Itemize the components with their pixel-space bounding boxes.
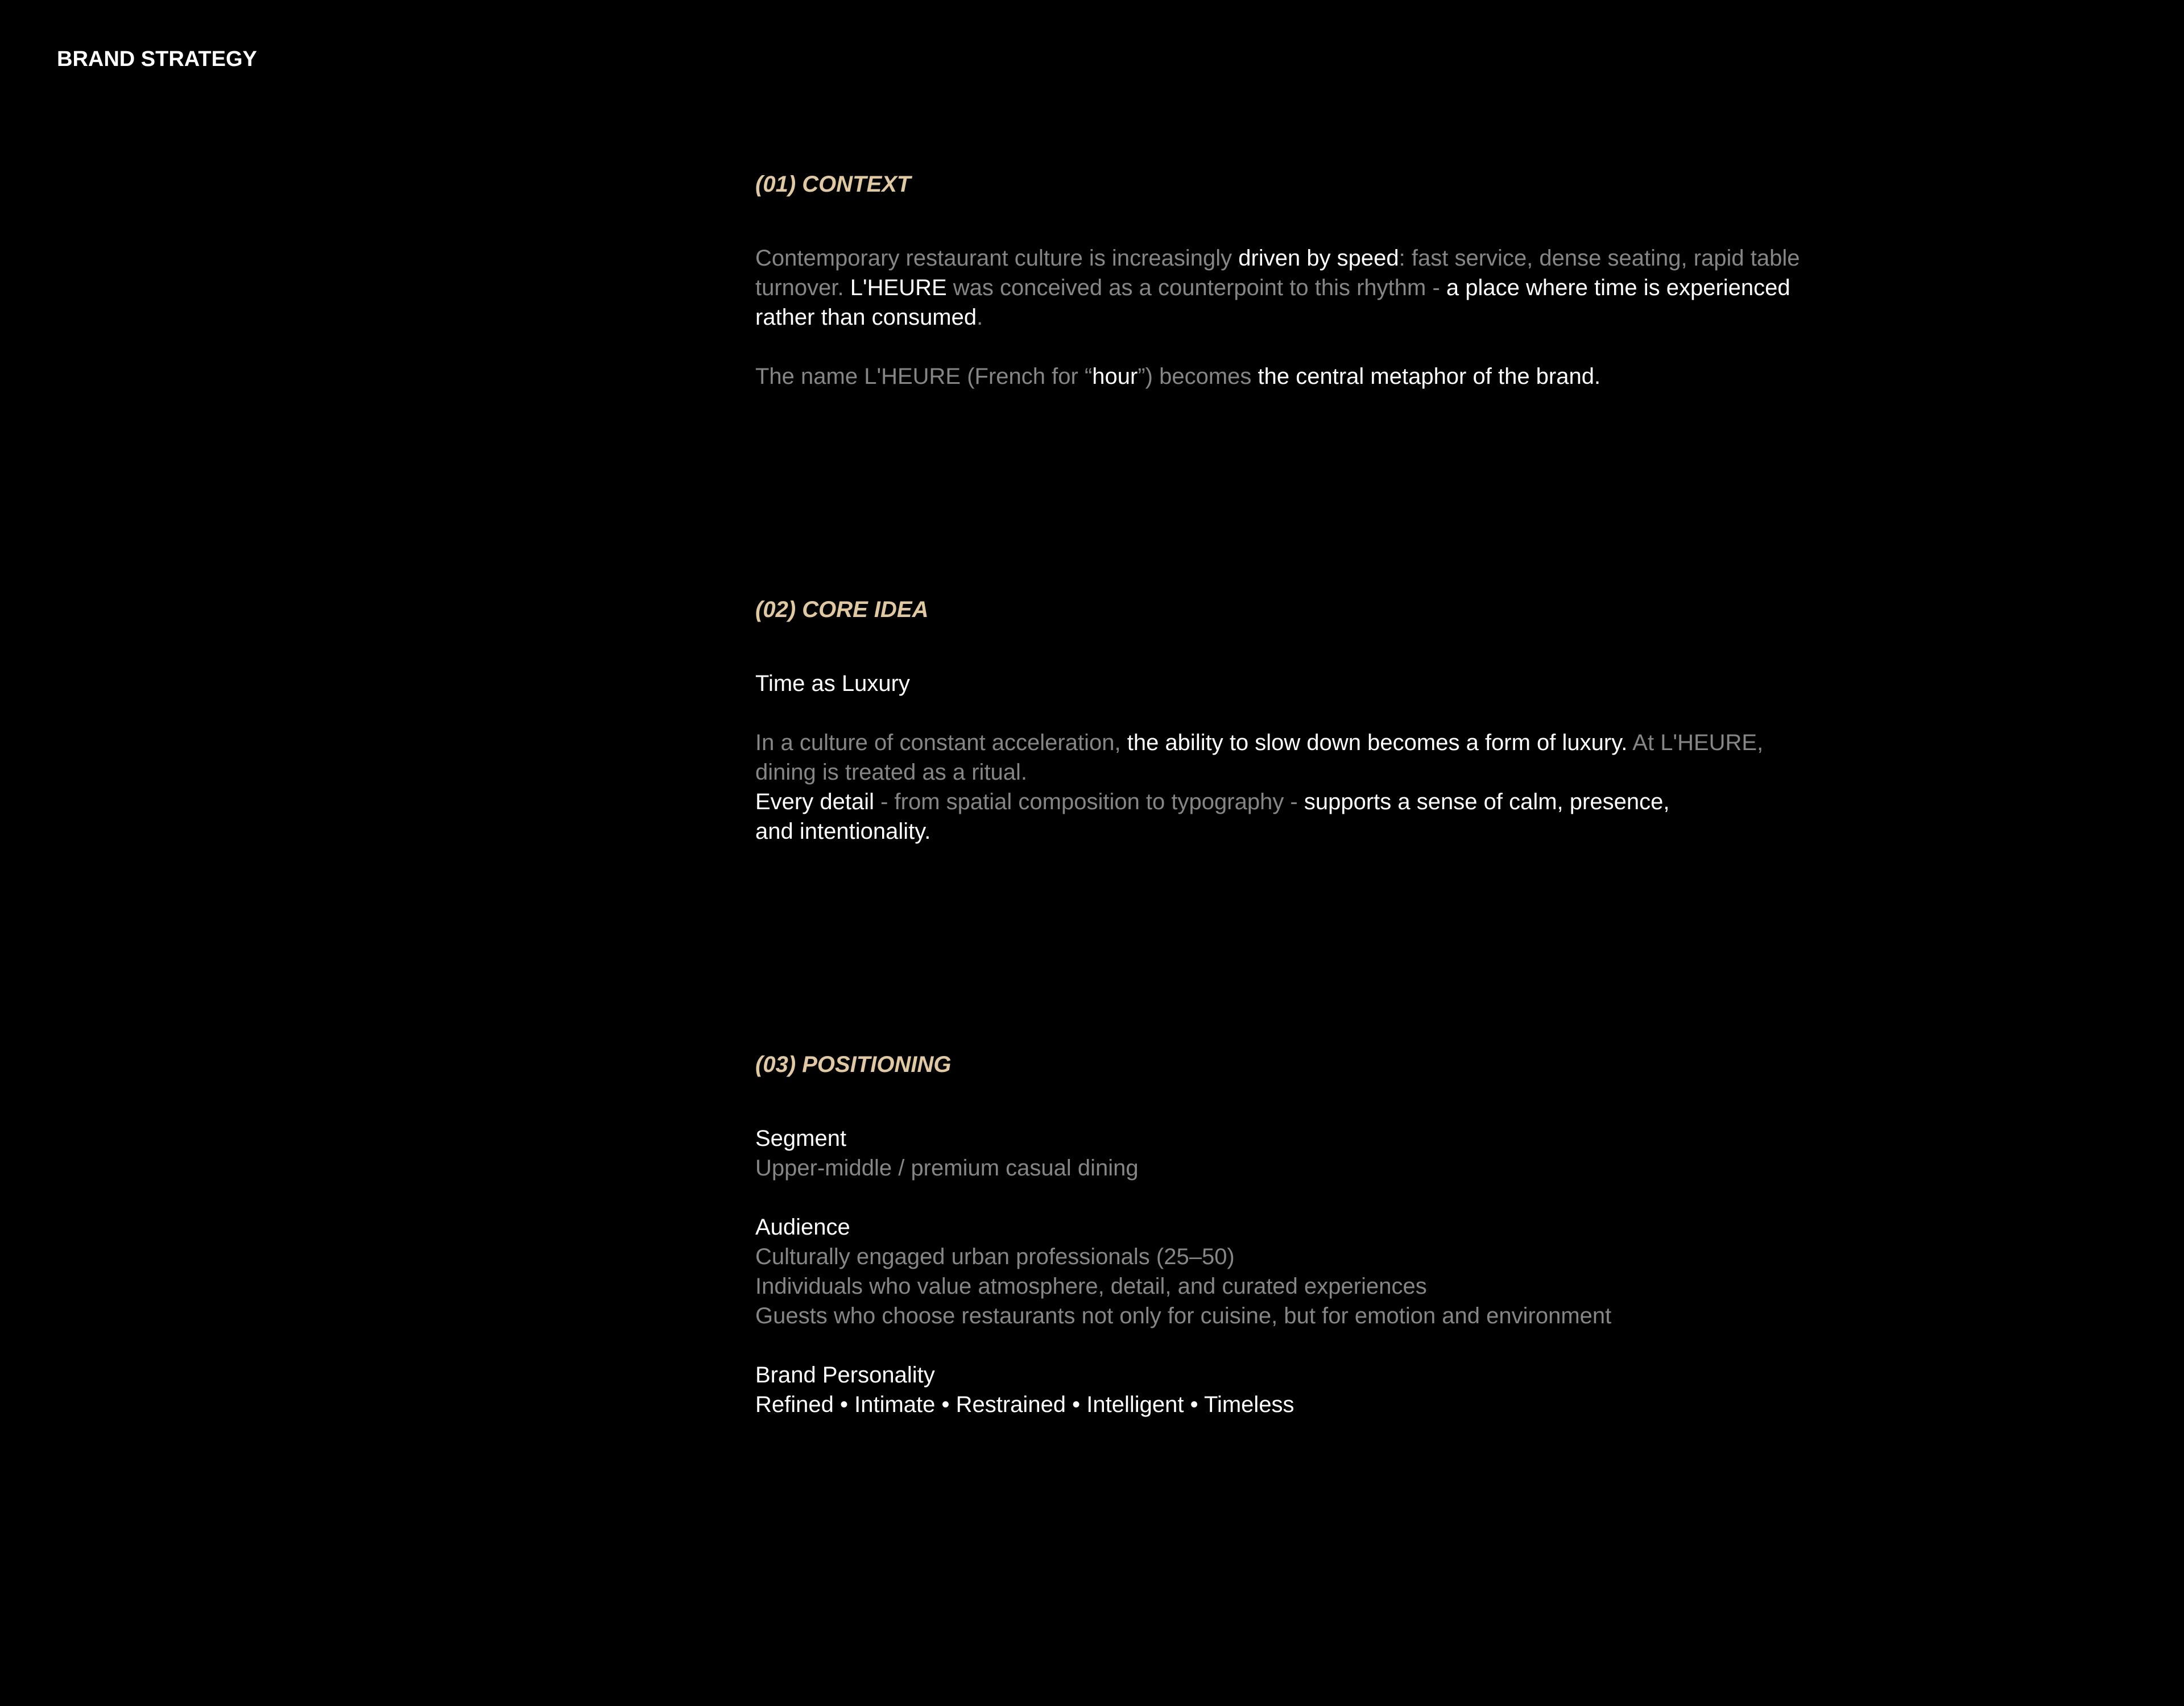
core-idea-text: At L'HEURE, (1627, 730, 1764, 755)
audience-label: Audience (755, 1215, 850, 1240)
segment-value: Upper-middle / premium casual dining (755, 1156, 1139, 1181)
context-text: . (977, 305, 983, 330)
context-paragraph-2 (755, 362, 1836, 391)
context-line-2 (755, 273, 1836, 303)
context-text: ”) becomes (1138, 364, 1258, 389)
context-name-line (755, 362, 1836, 391)
context-emphasis: hour (1092, 364, 1138, 389)
segment-label: Segment (755, 1126, 847, 1151)
context-emphasis: L'HEURE (850, 275, 947, 300)
core-idea-emphasis: supports a sense of calm, presence, (1304, 789, 1670, 814)
context-text: The name L'HEURE (French for “ (755, 364, 1093, 389)
personality-label: Brand Personality (755, 1363, 935, 1388)
audience-item: Culturally engaged urban professionals (25–50) (755, 1244, 1235, 1269)
context-text: Contemporary restaurant culture is increasingly (755, 246, 1239, 271)
context-emphasis: the central metaphor of the brand. (1258, 364, 1601, 389)
context-heading: (01) CONTEXT (755, 172, 911, 197)
context-emphasis: rather than consumed (755, 305, 977, 330)
context-text: : fast service, dense seating, rapid table (1399, 246, 1800, 271)
personality-value: Refined • Intimate • Restrained • Intelligent • Timeless (755, 1392, 1294, 1417)
core-idea-text: In a culture of constant acceleration, (755, 730, 1127, 755)
context-emphasis: a place where time is experienced (1446, 275, 1790, 300)
segment-block (755, 1124, 1836, 1183)
context-line-3 (755, 303, 1836, 332)
core-idea-emphasis: the ability to slow down becomes a form of luxury. (1127, 730, 1628, 755)
audience-block (755, 1212, 1836, 1331)
core-idea-section (755, 596, 1836, 846)
context-line-1 (755, 243, 1836, 273)
personality-block (755, 1360, 1836, 1419)
context-section (755, 171, 1836, 391)
core-idea-text: - from spatial composition to typography - (874, 789, 1304, 814)
page-title: BRAND STRATEGY (57, 47, 257, 71)
positioning-section (755, 1051, 1836, 1419)
context-text: turnover. (755, 275, 850, 300)
core-idea-subtitle: Time as Luxury (755, 671, 910, 696)
audience-item: Guests who choose restaurants not only for cuisine, but for emotion and environment (755, 1303, 1612, 1328)
core-idea-subtitle-block (755, 669, 1836, 698)
core-idea-heading: (02) CORE IDEA (755, 597, 929, 622)
core-idea-line-2: dining is treated as a ritual. (755, 760, 1028, 785)
core-idea-line-1 (755, 728, 1836, 757)
context-emphasis: driven by speed (1238, 246, 1399, 271)
core-idea-line-4: and intentionality. (755, 819, 931, 844)
context-text: was conceived as a counterpoint to this rhythm - (946, 275, 1446, 300)
positioning-heading: (03) POSITIONING (755, 1052, 952, 1077)
audience-item: Individuals who value atmosphere, detail, and curated experiences (755, 1274, 1427, 1299)
core-idea-line-3 (755, 787, 1836, 817)
core-idea-paragraph (755, 728, 1836, 846)
context-paragraph-1 (755, 243, 1836, 332)
core-idea-emphasis: Every detail (755, 789, 874, 814)
